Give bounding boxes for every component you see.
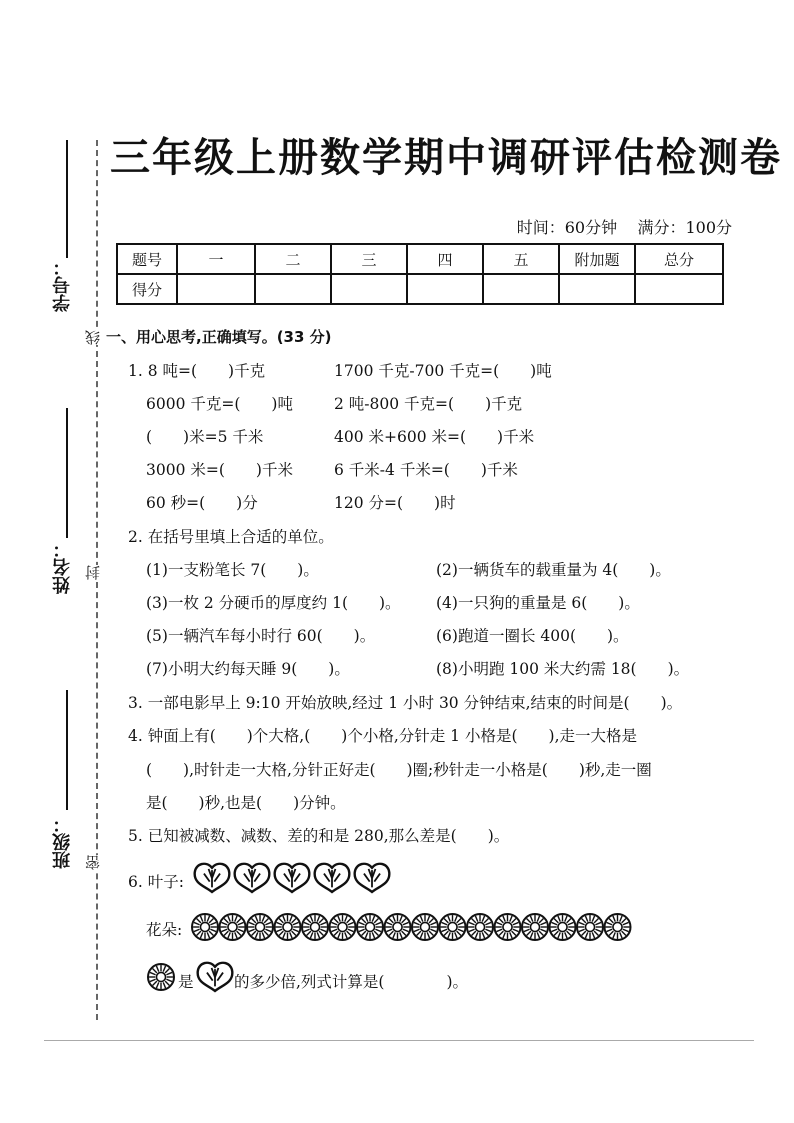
score-row-label: 得分 <box>117 274 177 304</box>
page-title: 三年级上册数学期中调研评估检测卷 <box>110 135 782 181</box>
q2-left-item: (7)小明大约每天睡 9( )。 <box>146 660 350 678</box>
q5-text: 5. 已知被减数、减数、差的和是 280,那么差是( )。 <box>128 827 510 845</box>
q2-left-item: (3)一枚 2 分硬币的厚度约 1( )。 <box>146 594 401 612</box>
seal-char-feng: 封 <box>84 565 102 580</box>
q2-right-item: (8)小明跑 100 米大约需 18( )。 <box>436 660 690 678</box>
q1-right-item: 2 吨-800 千克=( )千克 <box>334 395 523 413</box>
q6-tail-a: 是 <box>178 973 194 991</box>
seal-dashed-line <box>96 140 98 1020</box>
q6-leaf-label: 6. 叶子: <box>128 873 184 891</box>
q2-left-item: (1)一支粉笔长 7( )。 <box>146 561 319 579</box>
score-input-cell[interactable] <box>331 274 407 304</box>
flower-row <box>190 910 640 944</box>
q1-left-item: 6000 千克=( )吨 <box>146 395 293 413</box>
q1-left-item: 1. 8 吨=( )千克 <box>128 362 266 380</box>
score-input-cell[interactable] <box>635 274 723 304</box>
score-input-cell[interactable] <box>255 274 331 304</box>
class-line <box>66 690 68 810</box>
score-table-header-row <box>117 244 723 274</box>
exam-time: 时间：60分钟 <box>516 218 618 237</box>
class-label: 班级： <box>52 815 73 869</box>
q1-left-item: 60 秒=( )分 <box>146 494 258 512</box>
q1-right-item: 6 千米-4 千米=( )千米 <box>334 461 518 479</box>
q6-flower-label: 花朵: <box>146 921 183 939</box>
q4-line: ( ),时针走一大格,分针正好走( )圈;秒针走一小格是( )秒,走一圈 <box>146 761 652 779</box>
q4-line: 是( )秒,也是( )分钟。 <box>146 794 346 812</box>
q1-right-item: 120 分=( )时 <box>334 494 456 512</box>
score-table <box>116 243 724 305</box>
q2-right-item: (2)一辆货车的载重量为 4( )。 <box>436 561 671 579</box>
score-input-cell[interactable] <box>407 274 483 304</box>
score-header-cell: 三 <box>331 244 407 274</box>
section-heading: 一、用心思考,正确填写。(33 分) <box>106 328 332 346</box>
score-header-cell: 题号 <box>117 244 177 274</box>
score-header-cell: 四 <box>407 244 483 274</box>
name-line <box>66 408 68 538</box>
q2-right-item: (6)跑道一圈长 400( )。 <box>436 627 629 645</box>
flower-icon <box>146 962 176 992</box>
score-input-cell[interactable] <box>559 274 635 304</box>
leaf-icon <box>196 958 234 994</box>
name-label: 姓名： <box>52 540 73 594</box>
leaf-row <box>192 858 412 896</box>
score-input-cell[interactable] <box>483 274 559 304</box>
bottom-divider <box>44 1040 754 1041</box>
q1-left-item: 3000 米=( )千米 <box>146 461 293 479</box>
q1-left-item: ( )米=5 千米 <box>146 428 264 446</box>
q1-right-item: 1700 千克-700 千克=( )吨 <box>334 362 552 380</box>
score-header-cell: 二 <box>255 244 331 274</box>
q2-left-item: (5)一辆汽车每小时行 60( )。 <box>146 627 376 645</box>
q3-text: 3. 一部电影早上 9:10 开始放映,经过 1 小时 30 分钟结束,结束的时间是( )。 <box>128 694 683 712</box>
score-header-cell: 附加题 <box>559 244 635 274</box>
q6-tail-b: 的多少倍,列式计算是( )。 <box>234 973 469 991</box>
score-header-cell: 总分 <box>635 244 723 274</box>
q2-right-item: (4)一只狗的重量是 6( )。 <box>436 594 640 612</box>
seal-char-mi: 密 <box>84 855 102 870</box>
q2-stem: 2. 在括号里填上合适的单位。 <box>128 528 334 546</box>
score-input-cell[interactable] <box>177 274 255 304</box>
seal-char-line: 线 <box>84 330 102 345</box>
exam-meta <box>517 215 732 238</box>
student-no-label: 学号： <box>52 258 73 312</box>
student-no-line <box>66 140 68 258</box>
q4-line: 4. 钟面上有( )个大格,( )个小格,分针走 1 小格是( ),走一大格是 <box>128 727 637 745</box>
score-header-cell: 五 <box>483 244 559 274</box>
score-table-score-row <box>117 274 723 304</box>
score-header-cell: 一 <box>177 244 255 274</box>
exam-full-score: 满分：100分 <box>637 218 732 237</box>
q1-right-item: 400 米+600 米=( )千米 <box>334 428 535 446</box>
